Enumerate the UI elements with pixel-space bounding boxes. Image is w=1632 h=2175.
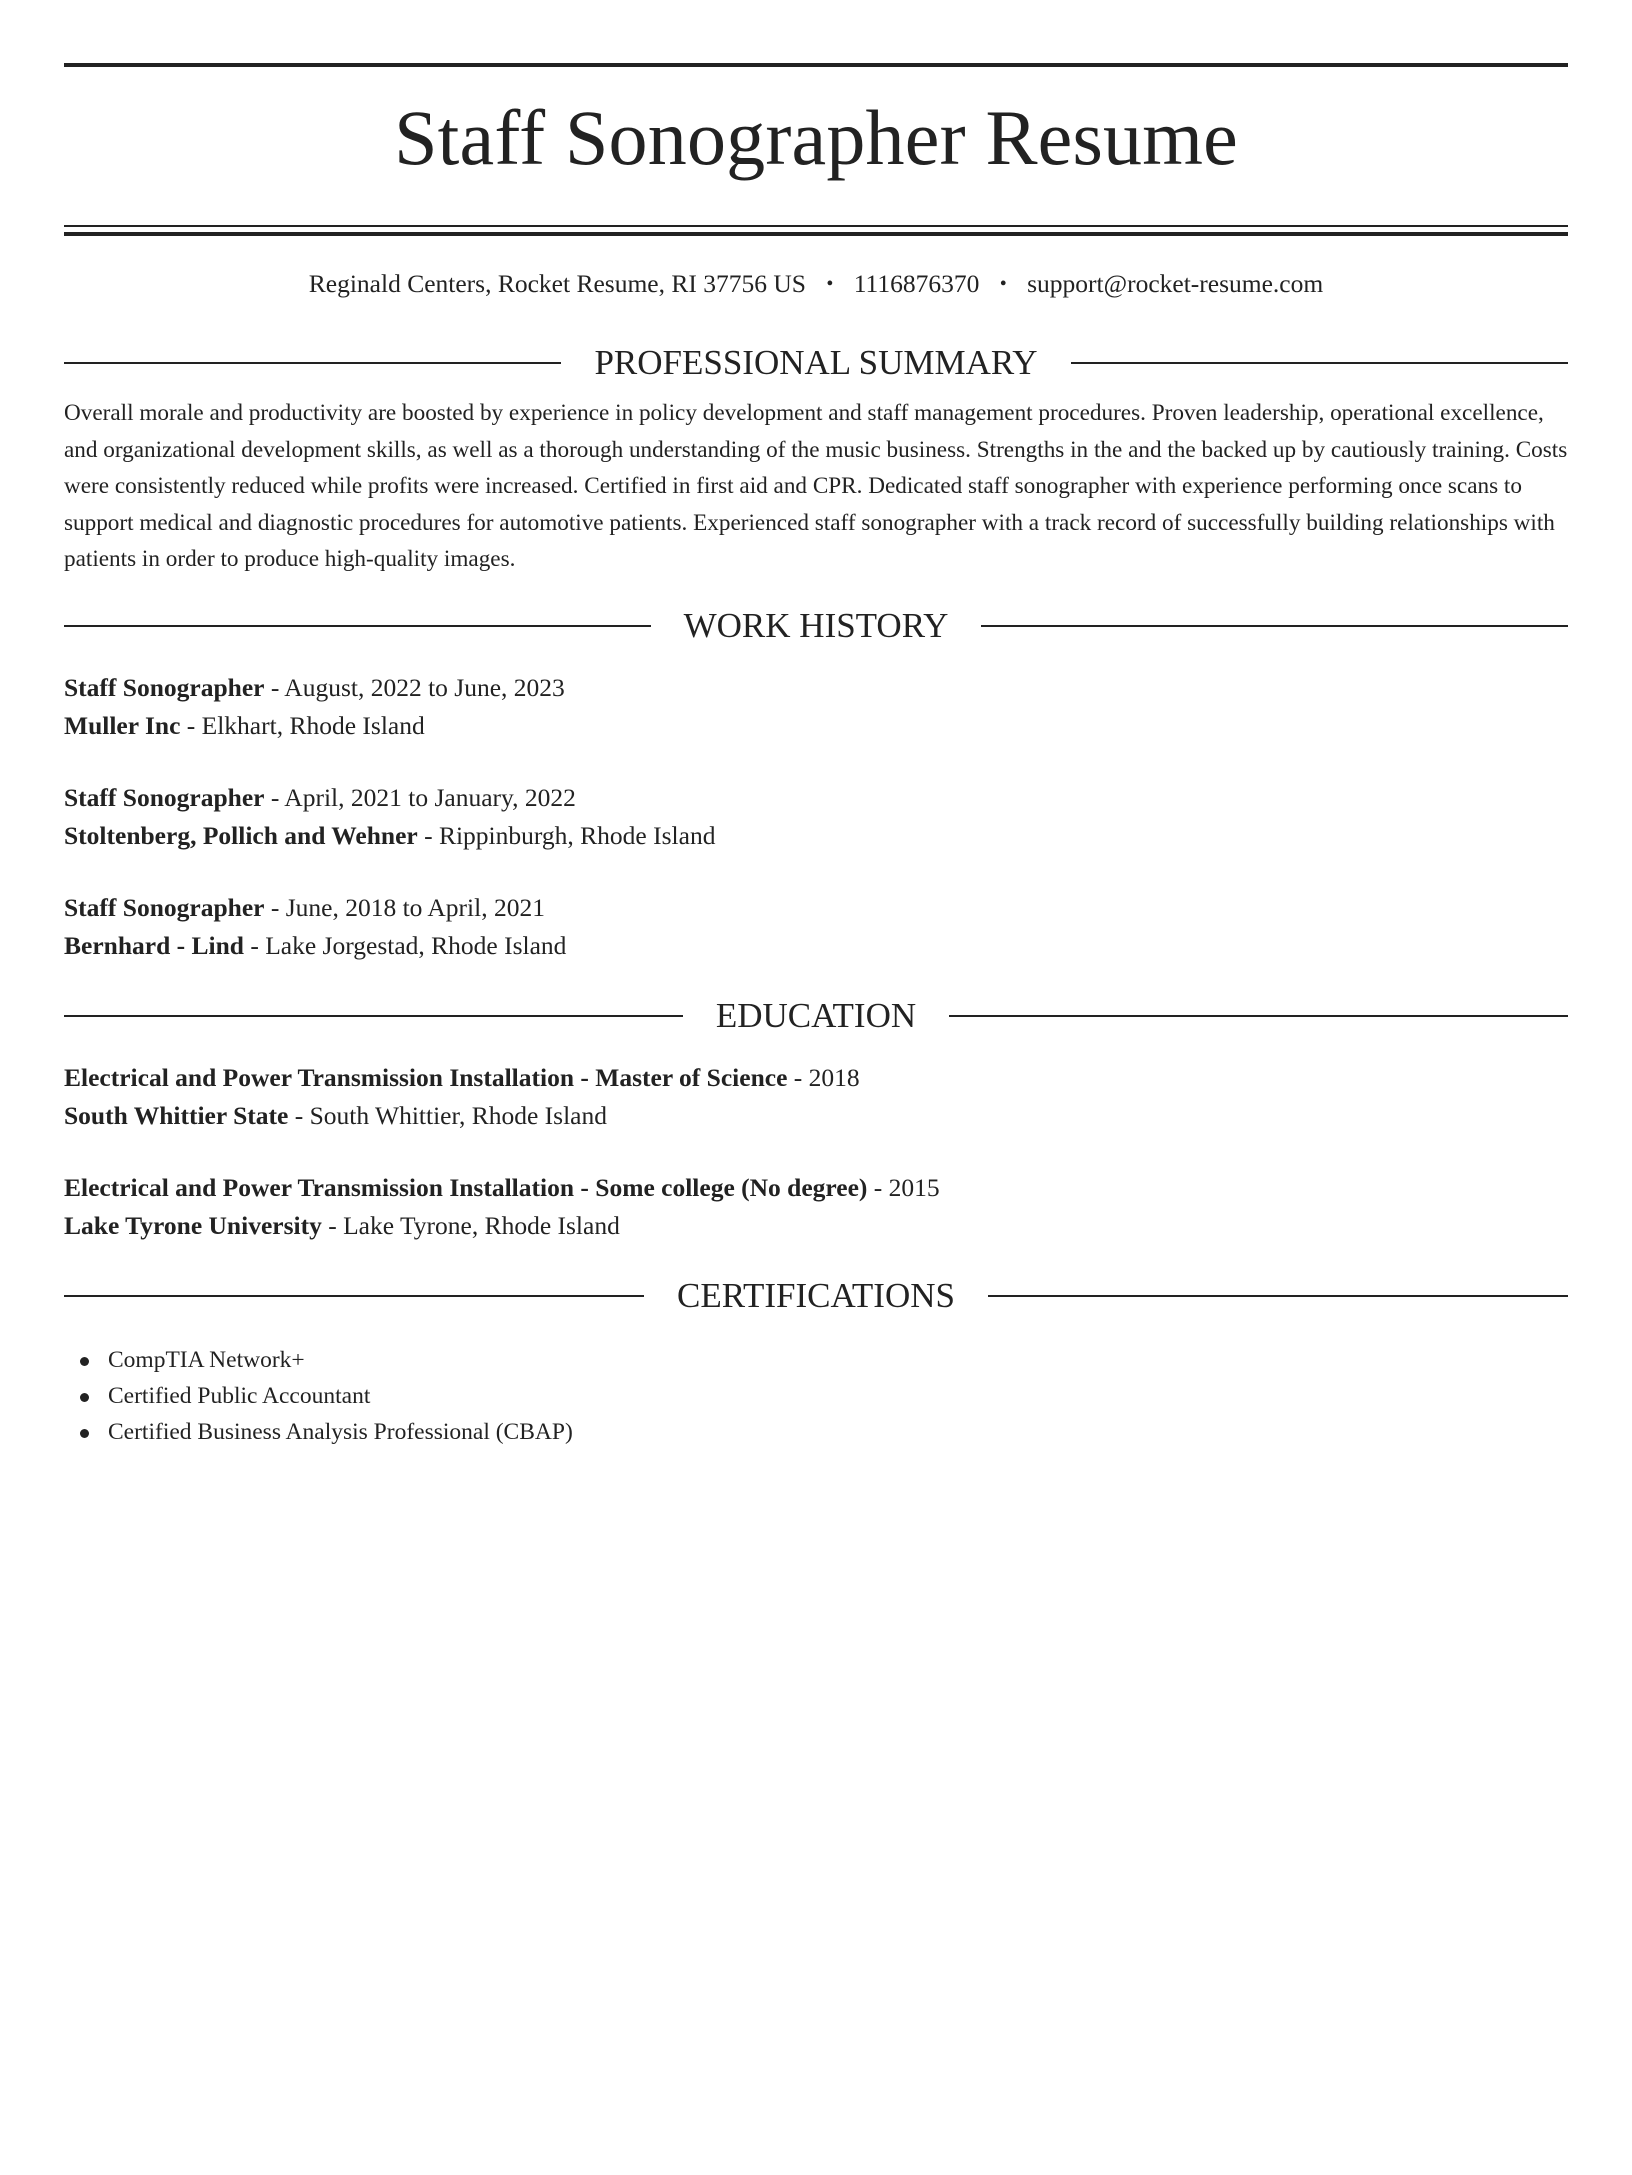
job-company: Bernhard - Lind [64, 930, 244, 960]
bullet-icon [80, 1357, 89, 1366]
education-section-heading [64, 996, 1568, 1036]
degree-year: - 2018 [787, 1062, 860, 1092]
job-title-line [64, 669, 1568, 707]
certification-name: Certified Public Accountant [108, 1382, 371, 1409]
job-dates: - June, 2018 to April, 2021 [264, 892, 545, 922]
contact-separator-1: • [826, 273, 834, 296]
heading-rule-right [949, 1015, 1568, 1017]
job-title: Staff Sonographer [64, 782, 265, 812]
heading-rule-right [1071, 362, 1568, 364]
work-section-heading [64, 606, 1568, 646]
title-bottom-double-rule [64, 225, 1568, 236]
work-entry [64, 669, 1568, 745]
contact-phone: 1116876370 [853, 269, 980, 299]
degree-name: Electrical and Power Transmission Installation - Some college (No degree) [64, 1172, 868, 1202]
job-company: Muller Inc [64, 710, 181, 740]
contact-email: support@rocket-resume.com [1027, 269, 1324, 299]
summary-paragraph: Overall morale and productivity are boosted by experience in policy development and staff management procedures. Proven leadership, operational excellence, and organizational development skills, as well as a thorough understanding of the music business. Strengths in the and the backed up by cautiously training. Costs were consistently reduced while profits were increased. Certified in first aid and CPR. Dedicated staff sonographer with experience performing once scans to support medical and diagnostic procedures for automotive patients. Experienced staff sonographer with a track record of successfully building relationships with patients in order to produce high-quality images. [64, 400, 1568, 573]
job-dates: - August, 2022 to June, 2023 [264, 672, 565, 702]
job-location: - Rippinburgh, Rhode Island [417, 820, 716, 850]
contact-address: Reginald Centers, Rocket Resume, RI 37756 US [308, 269, 806, 299]
certifications-heading-label: CERTIFICATIONS [677, 1275, 955, 1315]
job-dates: - April, 2021 to January, 2022 [264, 782, 576, 812]
job-title: Staff Sonographer [64, 672, 265, 702]
title-top-rule [64, 63, 1568, 67]
degree-year: - 2015 [867, 1172, 940, 1202]
job-company-line [64, 927, 1568, 965]
degree-name: Electrical and Power Transmission Installation - Master of Science [64, 1062, 788, 1092]
heading-rule-left [64, 362, 561, 364]
certification-item [64, 1342, 1568, 1378]
resume-page [0, 63, 1632, 2175]
certification-item [64, 1414, 1568, 1450]
contact-separator-2: • [999, 273, 1007, 296]
school-name: South Whittier State [64, 1100, 289, 1130]
certification-name: CompTIA Network+ [108, 1346, 305, 1373]
resume-title: Staff Sonographer Resume [394, 94, 1238, 181]
school-location: - South Whittier, Rhode Island [288, 1100, 607, 1130]
heading-rule-right [981, 625, 1568, 627]
job-title: Staff Sonographer [64, 892, 265, 922]
certification-name: Certified Business Analysis Professional (CBAP) [108, 1418, 573, 1445]
heading-rule-left [64, 625, 651, 627]
work-entry [64, 889, 1568, 965]
work-entries [64, 669, 1568, 965]
education-entries [64, 1059, 1568, 1245]
school-name: Lake Tyrone University [64, 1210, 322, 1240]
bullet-icon [80, 1393, 89, 1402]
education-entry [64, 1169, 1568, 1245]
education-heading-label: EDUCATION [715, 995, 917, 1035]
job-company-line [64, 817, 1568, 855]
degree-line [64, 1059, 1568, 1097]
school-location: - Lake Tyrone, Rhode Island [321, 1210, 620, 1240]
job-location: - Elkhart, Rhode Island [180, 710, 425, 740]
work-entry [64, 779, 1568, 855]
heading-rule-right [988, 1295, 1568, 1297]
school-line [64, 1207, 1568, 1245]
job-company: Stoltenberg, Pollich and Wehner [64, 820, 418, 850]
job-title-line [64, 889, 1568, 927]
summary-heading-label: PROFESSIONAL SUMMARY [594, 343, 1038, 383]
job-title-line [64, 779, 1568, 817]
certification-item [64, 1378, 1568, 1414]
certifications-list [64, 1342, 1568, 1450]
heading-rule-left [64, 1295, 644, 1297]
education-entry [64, 1059, 1568, 1135]
job-company-line [64, 707, 1568, 745]
job-location: - Lake Jorgestad, Rhode Island [243, 930, 567, 960]
school-line [64, 1097, 1568, 1135]
work-heading-label: WORK HISTORY [683, 605, 949, 645]
contact-line [64, 269, 1568, 299]
bullet-icon [80, 1429, 89, 1438]
certifications-section-heading [64, 1276, 1568, 1316]
summary-section-heading [64, 343, 1568, 383]
degree-line [64, 1169, 1568, 1207]
heading-rule-left [64, 1015, 683, 1017]
